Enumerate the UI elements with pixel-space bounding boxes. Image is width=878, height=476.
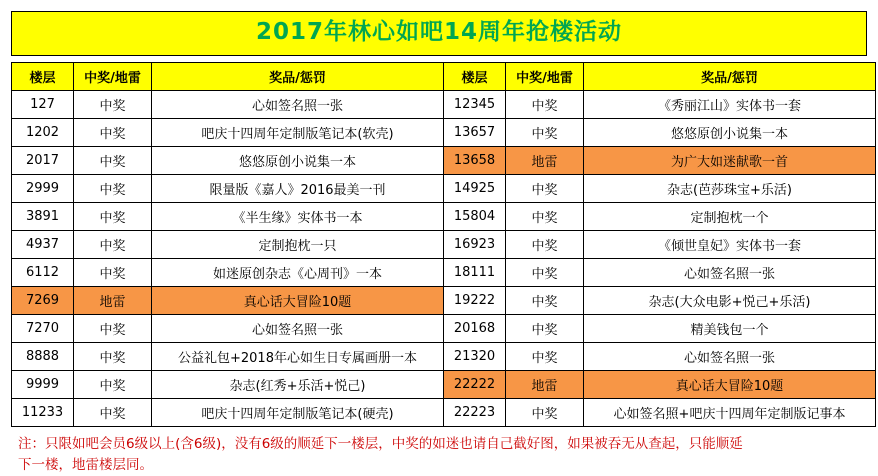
cell-type: 中奖	[74, 91, 152, 119]
cell-type: 中奖	[74, 399, 152, 427]
cell-prize: 限量版《嘉人》2016最美一刊	[152, 175, 444, 203]
cell-type: 中奖	[506, 175, 584, 203]
cell-type: 地雷	[74, 287, 152, 315]
cell-floor: 1202	[12, 119, 74, 147]
cell-prize: 如迷原创杂志《心周刊》一本	[152, 259, 444, 287]
table-row	[12, 371, 876, 399]
table-row	[12, 399, 876, 427]
cell-floor: 7270	[12, 315, 74, 343]
cell-floor: 16923	[444, 231, 506, 259]
cell-prize: 吧庆十四周年定制版笔记本(硬壳)	[152, 399, 444, 427]
cell-prize: 杂志(芭莎珠宝+乐活)	[584, 175, 876, 203]
table-row	[12, 231, 876, 259]
cell-prize: 《秀丽江山》实体书一套	[584, 91, 876, 119]
cell-type: 地雷	[506, 371, 584, 399]
cell-type: 中奖	[74, 119, 152, 147]
cell-prize: 《倾世皇妃》实体书一套	[584, 231, 876, 259]
header-type-left: 中奖/地雷	[74, 63, 152, 91]
cell-type: 中奖	[506, 287, 584, 315]
cell-floor: 15804	[444, 203, 506, 231]
cell-prize: 真心话大冒险10题	[152, 287, 444, 315]
cell-floor: 127	[12, 91, 74, 119]
table-row	[12, 259, 876, 287]
cell-floor: 2999	[12, 175, 74, 203]
cell-prize: 悠悠原创小说集一本	[152, 147, 444, 175]
cell-floor: 14925	[444, 175, 506, 203]
cell-type: 中奖	[74, 371, 152, 399]
cell-prize: 心如签名照一张	[152, 91, 444, 119]
header-type-right: 中奖/地雷	[506, 63, 584, 91]
note-line-2: 下一楼，地雷楼层同。	[18, 456, 153, 473]
cell-type: 中奖	[506, 203, 584, 231]
cell-prize: 公益礼包+2018年心如生日专属画册一本	[152, 343, 444, 371]
cell-prize: 《半生缘》实体书一本	[152, 203, 444, 231]
table-body	[12, 91, 876, 427]
cell-floor: 8888	[12, 343, 74, 371]
table-row	[12, 119, 876, 147]
cell-type: 中奖	[506, 399, 584, 427]
table-row	[12, 203, 876, 231]
prize-table	[11, 62, 876, 427]
header-floor-right: 楼层	[444, 63, 506, 91]
cell-type: 中奖	[506, 119, 584, 147]
table-row	[12, 315, 876, 343]
cell-type: 中奖	[74, 343, 152, 371]
header-prize-left: 奖品/惩罚	[152, 63, 444, 91]
cell-type: 中奖	[506, 91, 584, 119]
cell-prize: 为广大如迷献歌一首	[584, 147, 876, 175]
header-prize-right: 奖品/惩罚	[584, 63, 876, 91]
cell-prize: 定制抱枕一个	[584, 203, 876, 231]
table-row	[12, 175, 876, 203]
table-row	[12, 91, 876, 119]
cell-floor: 4937	[12, 231, 74, 259]
cell-type: 中奖	[506, 259, 584, 287]
table-row	[12, 287, 876, 315]
cell-prize: 心如签名照一张	[584, 343, 876, 371]
note-block	[18, 434, 860, 476]
cell-floor: 11233	[12, 399, 74, 427]
cell-type: 中奖	[74, 259, 152, 287]
cell-floor: 21320	[444, 343, 506, 371]
cell-floor: 3891	[12, 203, 74, 231]
cell-prize: 杂志(红秀+乐活+悦己)	[152, 371, 444, 399]
cell-floor: 6112	[12, 259, 74, 287]
cell-type: 中奖	[74, 203, 152, 231]
page-title: 2017年林心如吧14周年抢楼活动	[255, 19, 623, 45]
cell-floor: 22223	[444, 399, 506, 427]
cell-floor: 2017	[12, 147, 74, 175]
cell-floor: 19222	[444, 287, 506, 315]
cell-floor: 22222	[444, 371, 506, 399]
cell-type: 中奖	[506, 231, 584, 259]
cell-prize: 真心话大冒险10题	[584, 371, 876, 399]
note-line-1: 注：只限如吧会员6级以上(含6级)，没有6级的顺延下一楼层，中奖的如迷也请自己截好图，如果被吞无从查起，只能顺延	[18, 436, 743, 452]
cell-type: 中奖	[506, 343, 584, 371]
cell-prize: 杂志(大众电影+悦己+乐活)	[584, 287, 876, 315]
cell-type: 中奖	[74, 231, 152, 259]
header-floor-left: 楼层	[12, 63, 74, 91]
cell-prize: 吧庆十四周年定制版笔记本(软壳)	[152, 119, 444, 147]
cell-prize: 悠悠原创小说集一本	[584, 119, 876, 147]
cell-prize: 心如签名照+吧庆十四周年定制版记事本	[584, 399, 876, 427]
cell-prize: 定制抱枕一只	[152, 231, 444, 259]
cell-type: 中奖	[74, 147, 152, 175]
cell-type: 中奖	[74, 315, 152, 343]
cell-floor: 12345	[444, 91, 506, 119]
cell-type: 地雷	[506, 147, 584, 175]
cell-prize: 心如签名照一张	[584, 259, 876, 287]
cell-floor: 9999	[12, 371, 74, 399]
cell-prize: 精美钱包一个	[584, 315, 876, 343]
cell-floor: 13657	[444, 119, 506, 147]
cell-floor: 13658	[444, 147, 506, 175]
cell-type: 中奖	[506, 315, 584, 343]
table-row	[12, 147, 876, 175]
cell-floor: 7269	[12, 287, 74, 315]
cell-floor: 18111	[444, 259, 506, 287]
table-header-row	[12, 63, 876, 91]
title-banner	[11, 11, 867, 56]
cell-floor: 20168	[444, 315, 506, 343]
cell-type: 中奖	[74, 175, 152, 203]
table-row	[12, 343, 876, 371]
cell-prize: 心如签名照一张	[152, 315, 444, 343]
